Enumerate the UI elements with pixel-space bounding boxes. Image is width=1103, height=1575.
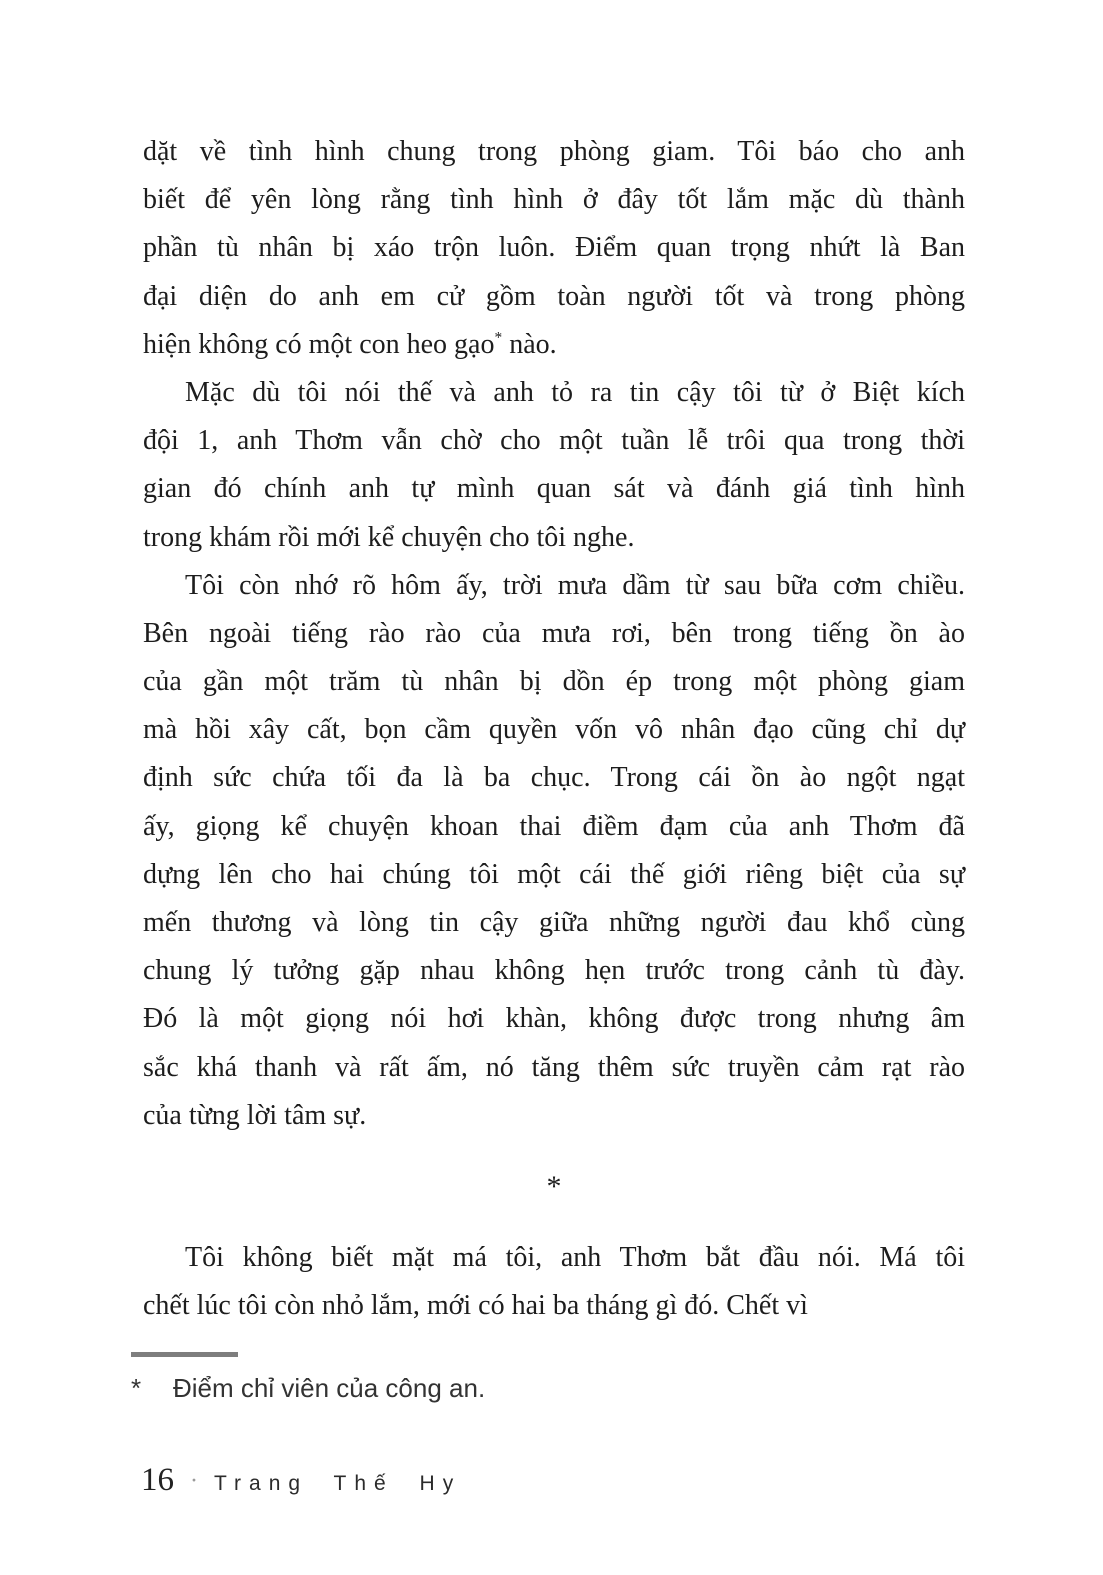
text-line: dựng lên cho hai chúng tôi một cái thế giới riêng biệt của sự: [143, 858, 965, 890]
text-line: Tôi còn nhớ rõ hôm ấy, trời mưa dầm từ sau bữa cơm chiều.: [185, 569, 965, 601]
text-line: Tôi không biết mặt má tôi, anh Thơm bắt đầu nói. Má tôi: [185, 1241, 965, 1273]
dot-separator: ·: [190, 1467, 198, 1494]
text-line: gian đó chính anh tự mình quan sát và đánh giá tình hình: [143, 473, 965, 505]
text-line: chung lý tưởng gặp nhau không hẹn trước trong cảnh tù đày.: [143, 955, 965, 987]
text-line: trong khám rồi mới kể chuyện cho tôi nghe.: [143, 521, 635, 553]
text-line: phần tù nhân bị xáo trộn luôn. Điểm quan trọng nhứt là Ban: [143, 232, 965, 264]
paragraph: [143, 369, 965, 562]
footnote: [131, 1352, 485, 1404]
text-line: biết để yên lòng rằng tình hình ở đây tốt lắm mặc dù thành: [143, 184, 965, 216]
footnote-marker: *: [131, 1373, 142, 1403]
section-divider-asterisk: *: [546, 1169, 562, 1203]
text-line: của từng lời tâm sự.: [143, 1099, 367, 1131]
paragraph: [143, 128, 965, 369]
footnote-text: Điểm chỉ viên của công an.: [173, 1373, 486, 1403]
text-line: Bên ngoài tiếng rào rào của mưa rơi, bên trong tiếng ồn ào: [143, 617, 965, 649]
text-line: hiện không có một con heo gạo* nào.: [143, 328, 557, 360]
text-line: sắc khá thanh và rất ấm, nó tăng thêm sức truyền cảm rạt rào: [143, 1051, 965, 1083]
text-line: Đó là một giọng nói hơi khàn, không được trong nhưng âm: [143, 1003, 965, 1035]
text-line: chết lúc tôi còn nhỏ lắm, mới có hai ba tháng gì đó. Chết vì: [143, 1290, 808, 1322]
text-line: định sức chứa tối đa là ba chục. Trong cái ồn ào ngột ngạt: [143, 762, 965, 794]
footnote-reference-asterisk: *: [494, 329, 503, 347]
text-line: đội 1, anh Thơm vẫn chờ cho một tuần lễ trôi qua trong thời: [143, 425, 965, 457]
footnote-row: [131, 1373, 485, 1404]
text-line: của gần một trăm tù nhân bị dồn ép trong một phòng giam: [143, 666, 965, 698]
body-text: [143, 128, 965, 1330]
book-title: Trang Thế Hy: [214, 1472, 462, 1495]
page-footer: [141, 1462, 461, 1499]
paragraph: [143, 1234, 965, 1330]
footnote-rule: [131, 1352, 238, 1357]
page-number: 16: [141, 1462, 174, 1498]
text-line: mà hồi xây cất, bọn cầm quyền vốn vô nhân đạo cũng chỉ dự: [143, 714, 965, 746]
paragraph: [143, 562, 965, 1140]
text-line: ấy, giọng kể chuyện khoan thai điềm đạm của anh Thơm đã: [143, 810, 965, 842]
text-line: dặt về tình hình chung trong phòng giam. Tôi báo cho anh: [143, 136, 965, 167]
text-line: mến thương và lòng tin cậy giữa những người đau khổ cùng: [143, 907, 965, 938]
text-line: Mặc dù tôi nói thế và anh tỏ ra tin cậy tôi từ ở Biệt kích: [185, 376, 965, 408]
text-line: đại diện do anh em cử gồm toàn người tốt và trong phòng: [143, 280, 965, 312]
